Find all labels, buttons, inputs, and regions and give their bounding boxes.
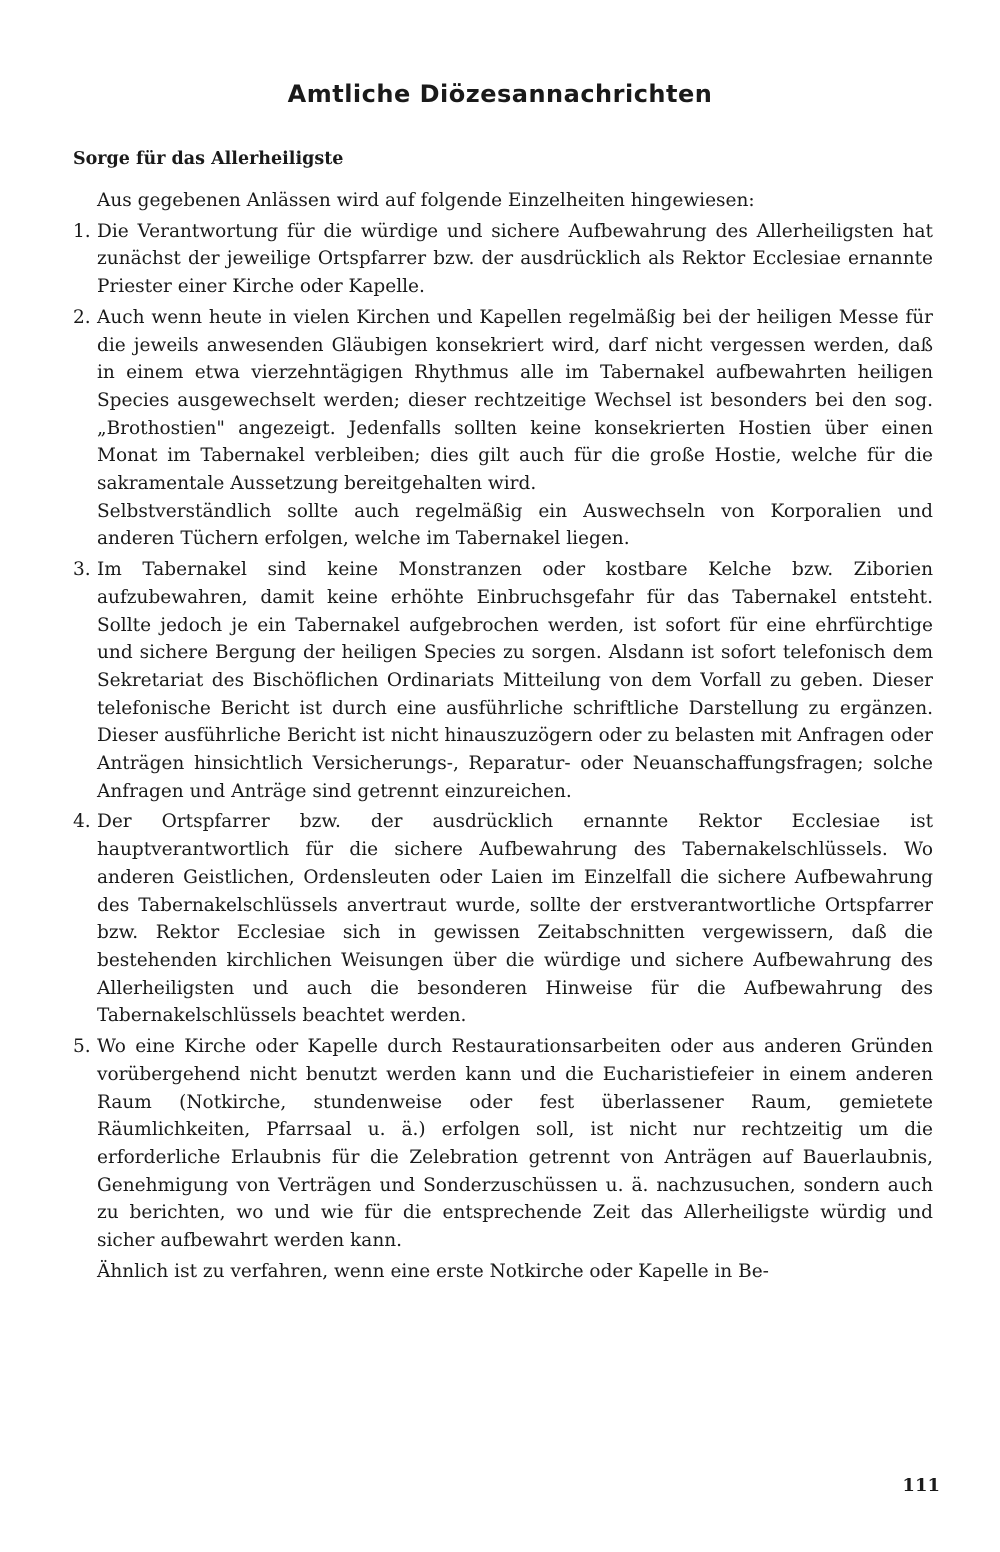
list-item-number: 4. (73, 811, 91, 833)
list-item-5 (73, 1033, 933, 1255)
page-number: 111 (902, 1475, 940, 1496)
list-item-text: Im Tabernakel sind keine Monstranzen oder kostbare Kelche bzw. Ziborien aufzubewahren, damit keine erhöhte Einbruchsgefahr für das Tabernakel entsteht. Sollte jedoch je ein Tabernakel aufgebrochen werden, ist sofort für eine ehrfürchtige und sichere Bergung der heiligen Species zu sorgen. Alsdann ist sofort telefonisch dem Sekretariat des Bischöflichen Ordinariats Mitteilung von dem Vorfall zu geben. Dieser telefonische Bericht ist durch eine ausführliche schriftliche Darstellung zu ergänzen. Dieser ausführliche Bericht ist nicht hinauszuzögern oder zu belasten mit Anfragen oder Anträgen hinsichtlich Versicherungs-, Reparatur- oder Neuanschaffungsfragen; solche Anfragen und Anträge sind getrennt einzureichen. (97, 559, 933, 802)
document-body (73, 187, 933, 1285)
list-item-2 (73, 304, 933, 553)
intro-paragraph: Aus gegebenen Anlässen wird auf folgende Einzelheiten hingewiesen: (97, 190, 755, 211)
list-item-number: 1. (73, 220, 91, 242)
list-item-3 (73, 556, 933, 805)
list-item-text: Selbstverständlich sollte auch regelmäßig ein Auswechseln von Korporalien und anderen Tüchern erfolgen, welche im Tabernakel liegen. (97, 500, 933, 550)
list-item-text: Die Verantwortung für die würdige und sichere Aufbewahrung des Allerheiligsten hat zunächst der jeweilige Ortspfarrer bzw. der ausdrücklich als Rektor Ecclesiae ernannte Priester einer Kirche oder Kapelle. (97, 220, 933, 298)
list-item-text: Der Ortspfarrer bzw. der ausdrücklich ernannte Rektor Ecclesiae ist hauptverantwortlich für die sichere Aufbewahrung des Tabernakelschlüssels. Wo anderen Geistlichen, Ordensleuten oder Laien im Einzelfall die sichere Aufbewahrung des Tabernakelschlüssels anvertraut wurde, sollte der erstverantwortliche Ortspfarrer bzw. Rektor Ecclesiae sich in gewissen Zeitabschnitten vergewissern, daß die bestehenden kirchlichen Weisungen über die würdige und sichere Aufbewahrung des Allerheiligsten und auch die besonderen Hinweise für die Aufbewahrung des Tabernakelschlüssels beachtet werden. (97, 811, 933, 1027)
list-item-1 (73, 218, 933, 301)
page-title: Amtliche Diözesannachrichten (287, 80, 713, 108)
list-item-number: 5. (73, 1036, 91, 1058)
list-item-number: 3. (73, 559, 91, 581)
list-item-text: Wo eine Kirche oder Kapelle durch Restaurationsarbeiten oder aus anderen Gründen vorübergehend nicht benutzt werden kann und die Eucharistiefeier in einem anderen Raum (Notkirche, stundenweise oder fest überlassener Raum, gemietete Räumlichkeiten, Pfarrsaal u. ä.) erfolgen soll, ist nicht nur rechtzeitig um die erforderliche Erlaubnis für die Zelebration getrennt von Anträgen auf Bauerlaubnis, Genehmigung von Verträgen und Sonderzuschüssen u. ä. nachzusuchen, sondern auch zu berichten, wo und wie für die entsprechende Zeit das Allerheiligste würdig und sicher aufbewahrt werden kann. (97, 1036, 933, 1252)
section-heading: Sorge für das Allerheiligste (73, 149, 344, 169)
list-item-text: Auch wenn heute in vielen Kirchen und Kapellen regelmäßig bei der heiligen Messe für die jeweils anwesenden Gläubigen konsekriert wird, darf nicht vergessen werden, daß in einem etwa vierzehntägigen Rhythmus alle im Tabernakel aufbewahrten heiligen Species ausgewechselt werden; dieser rechtzeitige Wechsel ist besonders bei den sog. „Brothostien" angezeigt. Jedenfalls sollten keine konsekrierten Hostien über einen Monat im Tabernakel verbleiben; dies gilt auch für die große Hostie, welche für die sakramentale Aussetzung bereitgehalten wird. (97, 306, 933, 495)
list-item-number: 2. (73, 306, 91, 328)
closing-paragraph: Ähnlich ist zu verfahren, wenn eine erste Notkirche oder Kapelle in Be- (97, 1260, 769, 1282)
list-item-4 (73, 808, 933, 1030)
